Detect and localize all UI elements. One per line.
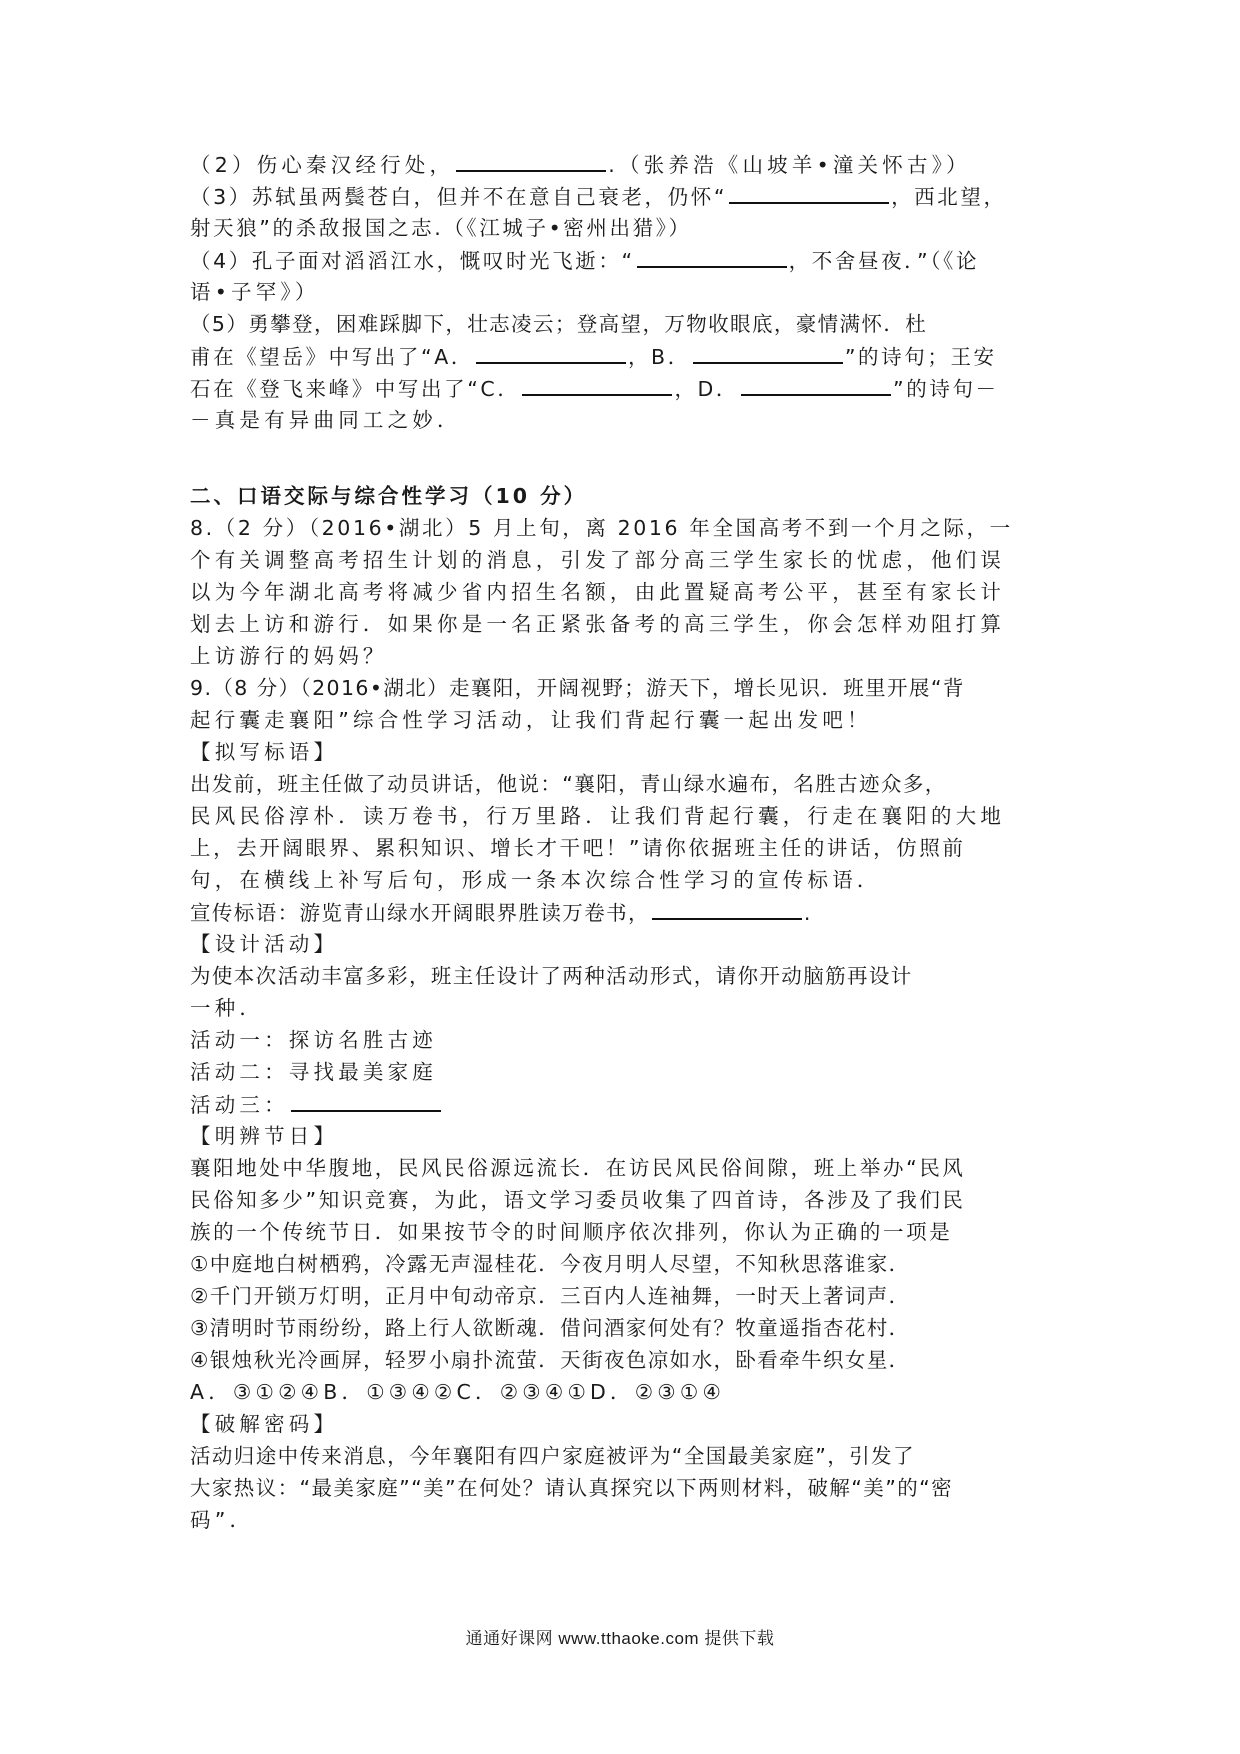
q7-item-2-source: .（张养浩《山坡羊•潼关怀古》） <box>608 153 971 177</box>
q9-p4-line: 大家热议：“最美家庭”“美”在何处？请认真探究以下两则材料，破解“美”的“密 <box>190 1476 954 1500</box>
subheading-code: 【破解密码】 <box>190 1412 339 1436</box>
answer-blank-c[interactable] <box>522 372 672 396</box>
q7-item-5-text-a: 甫在《望岳》中写出了“A． <box>190 345 474 369</box>
question-9 <box>190 672 1060 1536</box>
footer-text: 通通好课网 www.tthaoke.com 提供下载 <box>465 1629 775 1648</box>
q9-intro-line: 9.（8 分）（2016•湖北）走襄阳，开阔视野；游天下，增长见识．班里开展“背 <box>190 676 965 700</box>
q9-intro-line: 起行囊走襄阳”综合性学习活动，让我们背起行囊一起出发吧！ <box>190 708 872 732</box>
q9-p3-line: 族的一个传统节日．如果按节令的时间顺序依次排列，你认为正确的一项是 <box>190 1220 953 1244</box>
q7-item-3-line1 <box>190 180 1060 212</box>
slogan-blank[interactable] <box>652 896 802 920</box>
q7-item-5-text-b: ，B． <box>627 345 691 369</box>
slogan-line <box>190 896 1060 928</box>
q7-item-5-text-d: 石在《登飞来峰》中写出了“C． <box>190 377 521 401</box>
q7-item-4-cont: ，不舍昼夜．”（《论 <box>788 249 980 273</box>
answer-blank-a[interactable] <box>476 340 626 364</box>
q8-line: 上访游行的妈妈？ <box>190 644 388 668</box>
document-page <box>190 148 1060 1536</box>
q9-p3-line: 民俗知多少”知识竞赛，为此，语文学习委员收集了四首诗，各涉及了我们民 <box>190 1188 966 1212</box>
answer-blank-b[interactable] <box>693 340 843 364</box>
q7-item-2 <box>190 148 1060 180</box>
subheading-slogan: 【拟写标语】 <box>190 740 339 764</box>
q7-item-5-line1: （5）勇攀登，困难踩脚下，壮志凌云；登高望，万物收眼底，豪情满怀．杜 <box>190 312 928 336</box>
slogan-text: 宣传标语：游览青山绿水开阔眼界胜读万卷书， <box>190 901 650 925</box>
q7-item-4-line1 <box>190 244 1060 276</box>
q7-item-4-text: （4）孔子面对滔滔江水，慨叹时光飞逝：“ <box>190 249 635 273</box>
poem-line: ①中庭地白树栖鸦，冷露无声湿桂花．今夜月明人尽望，不知秋思落谁家． <box>190 1252 911 1276</box>
answer-blank[interactable] <box>456 148 606 172</box>
activity-2: 活动二：寻找最美家庭 <box>190 1060 437 1084</box>
answer-blank[interactable] <box>729 180 889 204</box>
spacer <box>190 436 1060 480</box>
q7-item-5-text-f: ”的诗句－ <box>893 377 999 401</box>
q9-p4-line: 活动归途中传来消息，今年襄阳有四户家庭被评为“全国最美家庭”，引发了 <box>190 1444 915 1468</box>
subheading-activity: 【设计活动】 <box>190 932 339 956</box>
question-8 <box>190 512 1060 672</box>
q7-item-5-line3 <box>190 372 1060 404</box>
subheading-festival: 【明辨节日】 <box>190 1124 339 1148</box>
activity-3-label: 活动三： <box>190 1093 289 1117</box>
q7-item-5-text-e: ，D． <box>674 377 740 401</box>
poem-line: ②千门开锁万灯明，正月中旬动帝京．三百内人连袖舞，一时天上著词声． <box>190 1284 911 1308</box>
q9-p2-line: 一种． <box>190 996 265 1020</box>
q8-line: 划去上访和游行．如果你是一名正紧张备考的高三学生，你会怎样劝阻打算 <box>190 612 1006 636</box>
q9-p4-line: 码”． <box>190 1508 255 1532</box>
q9-p2-line: 为使本次活动丰富多彩，班主任设计了两种活动形式，请你开动脑筋再设计 <box>190 964 913 988</box>
q9-p1-line: 句，在横线上补写后句，形成一条本次综合性学习的宣传标语． <box>190 868 882 892</box>
q9-p3-line: 襄阳地处中华腹地，民风民俗源远流长．在访民风民俗间隙，班上举办“民风 <box>190 1156 966 1180</box>
q7-item-3-line2: 射天狼”的杀敌报国之志.（《江城子•密州出猎》） <box>190 216 692 240</box>
activity-3-blank[interactable] <box>291 1088 441 1112</box>
q7-item-5-line4: －真是有异曲同工之妙． <box>190 408 462 432</box>
q9-p1-line: 民风民俗淳朴．读万卷书，行万里路．让我们背起行囊，行走在襄阳的大地 <box>190 804 1006 828</box>
q8-line: 以为今年湖北高考将减少省内招生名额，由此置疑高考公平，甚至有家长计 <box>190 580 1006 604</box>
q7-item-3-cont: ，西北望， <box>891 185 1007 209</box>
q7-item-3-text: （3）苏轼虽两鬓苍白，但并不在意自己衰老，仍怀“ <box>190 185 728 209</box>
q7-item-5-line2 <box>190 340 1060 372</box>
poem-line: ④银烛秋光冷画屏，轻罗小扇扑流萤．天街夜色凉如水，卧看牵牛织女星． <box>190 1348 911 1372</box>
slogan-end: . <box>803 901 812 925</box>
answer-blank-d[interactable] <box>741 372 891 396</box>
section-title: 二、口语交际与综合性学习（10 分） <box>190 484 588 508</box>
q8-line: 个有关调整高考招生计划的消息，引发了部分高三学生家长的忧虑，他们误 <box>190 548 1006 572</box>
poem-line: ③清明时节雨纷纷，路上行人欲断魂．借问酒家何处有？牧童遥指杏花村． <box>190 1316 911 1340</box>
q7-item-2-text: （2）伤心秦汉经行处， <box>190 153 455 177</box>
answer-blank[interactable] <box>637 244 787 268</box>
activity-1: 活动一：探访名胜古迹 <box>190 1028 437 1052</box>
q7-item-4-line2: 语•子罕》） <box>190 280 320 304</box>
activity-3 <box>190 1088 1060 1120</box>
answer-options: A．③①②④B．①③④②C．②③④①D．②③①④ <box>190 1380 726 1404</box>
q9-p1-line: 上，去开阔眼界、累积知识、增长才干吧！”请你依据班主任的讲话，仿照前 <box>190 836 966 860</box>
q7-item-5-text-c: ”的诗句；王安 <box>844 345 997 369</box>
q8-line: 8.（2 分）（2016•湖北）5 月上旬，离 2016 年全国高考不到一个月之际，一 <box>190 516 1013 540</box>
q9-p1-line: 出发前，班主任做了动员讲话，他说：“襄阳，青山绿水遍布，名胜古迹众多， <box>190 772 947 796</box>
